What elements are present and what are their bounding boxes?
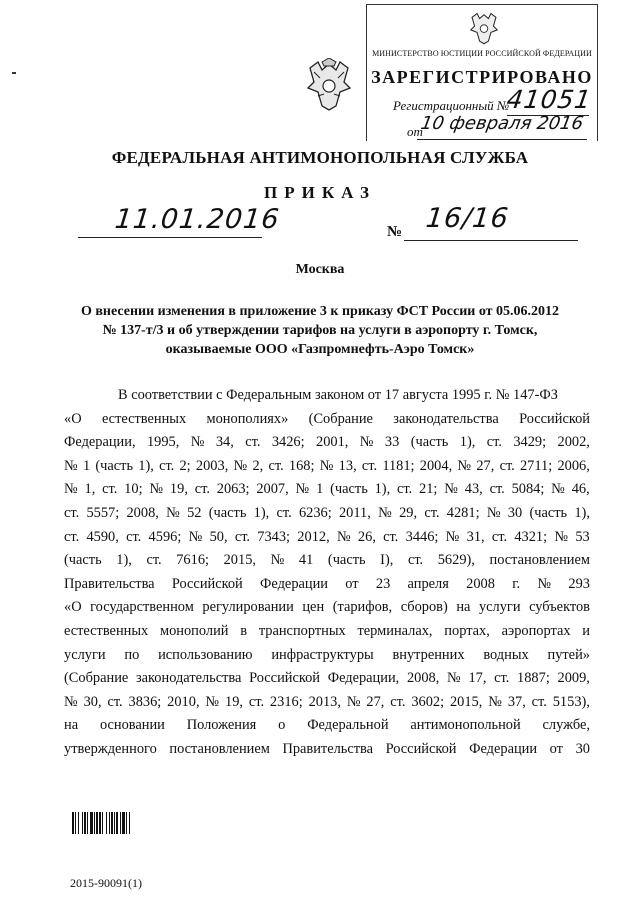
body-word: «О xyxy=(64,599,82,616)
body-word: от xyxy=(367,387,385,403)
body-word: постановлением xyxy=(489,552,590,569)
body-word: законодательства xyxy=(135,670,242,687)
body-word: по xyxy=(124,646,140,663)
stamp-registered-text: ЗАРЕГИСТРИРОВАНО xyxy=(371,67,593,87)
body-word: 37, xyxy=(507,693,526,710)
body-word: 43, xyxy=(464,481,483,498)
body-word: 17 xyxy=(384,387,403,403)
body-word: ст. xyxy=(489,481,505,498)
body-word: аэропортах xyxy=(501,622,571,639)
body-word: № xyxy=(346,693,361,710)
body-word: 1181; xyxy=(382,457,415,474)
state-emblem-icon xyxy=(304,58,354,112)
body-line xyxy=(64,667,590,691)
body-word: с xyxy=(216,387,227,403)
body-word: 34, xyxy=(215,434,234,451)
body-word: регулировании xyxy=(202,599,294,616)
body-word: ст. xyxy=(491,528,508,545)
body-word: 2015, xyxy=(449,693,483,710)
body-word: ст. xyxy=(424,504,440,521)
body-line xyxy=(64,502,590,526)
body-word: 21; xyxy=(419,481,438,498)
body-word: 27, xyxy=(366,693,385,710)
body-line xyxy=(64,478,590,502)
body-word: ст. xyxy=(146,552,162,569)
body-word: ст. xyxy=(276,504,292,521)
body-word: 1), xyxy=(459,434,476,451)
body-word: Правительства xyxy=(64,575,155,592)
body-word: Федерации, xyxy=(327,670,400,687)
body-word: 2007, xyxy=(256,481,289,498)
body-word: на xyxy=(64,717,79,734)
body-word: 29, xyxy=(399,504,418,521)
body-word: использованию xyxy=(158,646,253,663)
body-word: Федерации xyxy=(260,575,329,592)
body-word: № xyxy=(444,481,458,498)
body-word: (тарифов, xyxy=(332,599,393,616)
body-word: монополиях» xyxy=(206,410,289,427)
body-word: монополий xyxy=(159,622,229,639)
body-word: 19, xyxy=(225,693,243,710)
body-word: 6236; xyxy=(298,504,332,521)
body-word: услуги xyxy=(478,599,521,616)
body-word: 147-ФЗ xyxy=(513,387,558,403)
body-word: 53 xyxy=(575,528,590,545)
body-word: 31, xyxy=(466,528,485,545)
body-line xyxy=(64,596,590,620)
barcode-bar xyxy=(126,812,127,834)
body-word: № xyxy=(551,481,565,498)
body-word: 1 xyxy=(316,481,324,498)
body-word: и xyxy=(582,622,590,639)
body-word: ст. xyxy=(494,670,510,687)
body-line xyxy=(64,714,590,738)
body-word: Федерации xyxy=(469,740,538,757)
body-word: законодательства xyxy=(393,410,499,427)
body-word: 1 xyxy=(82,457,91,474)
body-word: Правительства xyxy=(282,740,373,757)
body-word: № xyxy=(233,457,248,474)
barcode-bar xyxy=(82,812,83,834)
body-word: ст. xyxy=(268,457,284,474)
body-word: Федеральным xyxy=(226,387,315,403)
body-line xyxy=(64,620,590,644)
body-word: № xyxy=(359,434,374,451)
registration-stamp xyxy=(366,4,598,141)
body-word: (Собрание xyxy=(308,410,373,427)
body-word: постановлением xyxy=(169,740,270,757)
agency-name: ФЕДЕРАЛЬНАЯ АНТИМОНОПОЛЬНАЯ СЛУЖБА xyxy=(111,148,529,167)
body-word: 41 xyxy=(298,552,314,569)
body-word: 2008 xyxy=(466,575,495,592)
body-word: транспортных xyxy=(258,622,346,639)
body-word: 2004, xyxy=(419,457,453,474)
body-word: (Собрание xyxy=(64,670,129,687)
body-word: 5153), xyxy=(552,693,590,710)
stamp-emblem-icon xyxy=(467,11,501,45)
body-word: ст. xyxy=(390,693,406,710)
body-word: портах, xyxy=(444,622,490,639)
body-word: 46, xyxy=(571,481,590,498)
body-text xyxy=(64,384,590,762)
city-name: Москва xyxy=(295,262,345,277)
scan-speck xyxy=(12,72,16,74)
order-heading: ПРИКАЗ xyxy=(264,183,376,202)
body-word: № xyxy=(64,693,78,710)
body-word: (часть xyxy=(327,552,366,569)
body-word: от xyxy=(345,575,359,592)
body-word: № xyxy=(488,693,502,710)
body-word: 5084; xyxy=(511,481,545,498)
barcode-bar xyxy=(94,812,95,834)
body-word: 1995 xyxy=(451,387,485,403)
body-word: внутренних xyxy=(392,646,465,663)
body-word: № xyxy=(495,387,514,403)
body-line xyxy=(64,644,590,668)
body-word: Российской xyxy=(171,575,243,592)
date-underline xyxy=(78,237,262,238)
body-line xyxy=(64,384,590,408)
barcode-bar xyxy=(122,812,125,834)
body-word: ст. xyxy=(245,434,261,451)
body-word: 2316; xyxy=(269,693,303,710)
barcode-bar xyxy=(106,812,107,834)
stamp-date-line xyxy=(417,139,587,140)
body-word: 4281; xyxy=(446,504,480,521)
body-word: 13, xyxy=(338,457,357,474)
barcode-bar xyxy=(87,812,88,834)
body-word: № xyxy=(378,504,392,521)
body-word: 23 xyxy=(375,575,391,592)
body-word: 2015, xyxy=(223,552,256,569)
body-line xyxy=(64,526,590,550)
body-word: 3836; xyxy=(128,693,162,710)
body-word: 3446; xyxy=(405,528,439,545)
body-word: 52 xyxy=(187,504,202,521)
body-word: 2009, xyxy=(557,670,590,687)
body-word: 33 xyxy=(384,434,400,451)
body-word: законом xyxy=(314,387,368,403)
body-word: (часть xyxy=(330,481,368,498)
stamp-date-value: 10 февраля 2016 xyxy=(419,113,585,134)
body-word: г. xyxy=(484,387,496,403)
body-word: естественных xyxy=(64,622,149,639)
barcode-bar xyxy=(72,812,74,834)
body-line xyxy=(64,408,590,432)
body-word: 10; xyxy=(124,481,143,498)
body-word: № xyxy=(447,670,461,687)
body-word: сборов) xyxy=(400,599,448,616)
body-word: 1), xyxy=(374,481,391,498)
barcode-bar xyxy=(90,812,93,834)
body-word: № xyxy=(166,504,180,521)
body-word: № xyxy=(457,457,472,474)
body-word: ст. xyxy=(486,434,502,451)
barcode-bar xyxy=(96,812,98,834)
order-number: 16/16 xyxy=(424,203,511,234)
body-word: Российской xyxy=(385,740,457,757)
title-line: № 137-т/3 и об утверждении тарифов на услуги в аэропорту г. Томск, xyxy=(102,323,538,338)
body-word: 27, xyxy=(476,457,495,474)
body-word: (часть xyxy=(64,552,102,569)
body-word: 2008, xyxy=(406,670,440,687)
body-word: Положения xyxy=(186,717,257,734)
body-word: 2008, xyxy=(126,504,159,521)
barcode-bar xyxy=(129,812,130,834)
body-word: (часть xyxy=(410,434,449,451)
body-word: ст. xyxy=(396,481,413,498)
body-word: ст. xyxy=(383,528,399,545)
body-word: ст. xyxy=(361,457,378,474)
body-word: на xyxy=(456,599,471,616)
body-word: от xyxy=(549,740,563,757)
body-word: 1, xyxy=(84,481,96,498)
barcode-bar xyxy=(120,812,121,834)
body-word: службе, xyxy=(542,717,590,734)
body-word: 4590, xyxy=(86,528,119,545)
barcode-bar xyxy=(111,812,113,834)
body-word: (часть xyxy=(95,457,134,474)
barcode-bar xyxy=(78,812,79,834)
barcode-bar xyxy=(114,812,115,834)
body-line xyxy=(64,455,590,479)
body-word: государственном xyxy=(90,599,194,616)
body-line xyxy=(64,738,590,762)
body-word: 293 xyxy=(568,575,590,592)
stamp-ministry-text: МИНИСТЕРСТВО ЮСТИЦИИ РОССИЙСКОЙ ФЕДЕРАЦИИ xyxy=(372,49,592,58)
body-word: 1), xyxy=(138,457,154,474)
body-word: путей» xyxy=(547,646,590,663)
body-word: 4321; xyxy=(514,528,548,545)
body-word: соответствии xyxy=(131,387,217,403)
body-word: терминалах, xyxy=(357,622,433,639)
order-date: 11.01.2016 xyxy=(113,204,282,235)
body-word: «О xyxy=(64,410,82,427)
body-word: 2001, xyxy=(316,434,349,451)
body-word: ст. xyxy=(248,693,265,710)
body-word: в xyxy=(240,622,248,639)
body-word: № xyxy=(188,528,203,545)
body-word: № xyxy=(554,528,569,545)
body-word: 2010, xyxy=(167,693,200,710)
body-word: 7616; xyxy=(176,552,210,569)
body-word: 2002, xyxy=(557,434,590,451)
body-word: ст. xyxy=(159,457,175,474)
body-line xyxy=(64,549,590,573)
body-word: услуги xyxy=(64,646,106,663)
body-word: 5629), xyxy=(437,552,475,569)
body-word: № xyxy=(336,528,351,545)
body-word: ст. xyxy=(64,528,80,545)
body-word: № xyxy=(319,457,334,474)
body-line xyxy=(64,691,590,715)
body-word: Федеральной xyxy=(307,717,389,734)
title-line: оказываемые ООО «Газпромнефть-Аэро Томск» xyxy=(165,342,475,357)
body-word: № xyxy=(149,481,164,498)
barcode-bar xyxy=(102,812,103,834)
body-word: Российской xyxy=(249,670,321,687)
body-word: 17, xyxy=(468,670,487,687)
body-word: ст. xyxy=(107,693,123,710)
body-word: ст. xyxy=(194,481,210,498)
body-word: 1), xyxy=(574,504,590,521)
stamp-reg-number: 41051 xyxy=(504,85,594,114)
body-word: 26, xyxy=(357,528,376,545)
body-word: 50, xyxy=(209,528,228,545)
stamp-date-label: от xyxy=(407,124,423,139)
document-title xyxy=(50,302,590,359)
body-word: 168; xyxy=(288,457,315,474)
body-word: 2012, xyxy=(297,528,330,545)
body-word: апреля xyxy=(407,575,449,592)
body-word: 1995, xyxy=(146,434,180,451)
body-word: № xyxy=(190,434,205,451)
body-word: № xyxy=(270,552,285,569)
body-word: 1), xyxy=(116,552,132,569)
body-word: ст. xyxy=(531,693,547,710)
body-word: 30, xyxy=(83,693,102,710)
body-word: 4596; xyxy=(148,528,182,545)
stamp-reg-label: Регистрационный № xyxy=(393,98,510,113)
body-word: Федерации, xyxy=(64,434,136,451)
body-word: № xyxy=(295,481,310,498)
barcode-bar xyxy=(109,812,110,834)
barcode-bar xyxy=(84,812,86,834)
body-word: № xyxy=(445,528,460,545)
barcode-bar xyxy=(116,812,118,834)
number-sign: № xyxy=(387,224,403,240)
body-word: № xyxy=(486,504,501,521)
body-word: (часть xyxy=(529,504,568,521)
body-word: I), xyxy=(380,552,394,569)
body-word: № xyxy=(64,457,78,474)
body-word: 2711; xyxy=(519,457,553,474)
body-word: ст. xyxy=(407,552,424,569)
body-word: 2063; xyxy=(216,481,250,498)
barcode xyxy=(72,812,166,834)
body-word: 2013, xyxy=(308,693,341,710)
body-word: г. xyxy=(512,575,521,592)
body-word: 2011, xyxy=(338,504,371,521)
body-word: № xyxy=(537,575,552,592)
body-word: августа xyxy=(402,387,452,403)
body-line xyxy=(64,431,590,455)
body-word: 30 xyxy=(575,740,590,757)
body-word: 30 xyxy=(507,504,523,521)
body-word: 2, xyxy=(252,457,264,474)
body-word: № xyxy=(64,481,78,498)
body-word: естественных xyxy=(101,410,187,427)
body-word: 2006, xyxy=(557,457,590,474)
body-word: ст. xyxy=(234,528,251,545)
body-word: 19, xyxy=(169,481,188,498)
body-word: 1), xyxy=(253,504,270,521)
body-word: Российской xyxy=(519,410,590,427)
body-word: 2003, xyxy=(195,457,229,474)
body-word: 3429; xyxy=(513,434,547,451)
body-word: № xyxy=(205,693,220,710)
body-word: (часть xyxy=(208,504,247,521)
body-word: инфраструктуры xyxy=(271,646,374,663)
body-word: ст. xyxy=(126,528,142,545)
body-word: 1887; xyxy=(517,670,550,687)
body-line xyxy=(64,573,590,597)
body-word: 7343; xyxy=(257,528,291,545)
body-word: водных xyxy=(483,646,529,663)
body-word: ст. xyxy=(499,457,515,474)
body-word: утвержденного xyxy=(64,740,157,757)
body-word: 3426; xyxy=(271,434,305,451)
title-line: О внесении изменения в приложение 3 к приказу ФСТ России от 05.06.2012 xyxy=(80,304,560,319)
body-word: основании xyxy=(99,717,165,734)
body-word: цен xyxy=(302,599,325,616)
barcode-bar xyxy=(75,812,76,834)
body-word: ст. xyxy=(64,504,80,521)
body-word: 2; xyxy=(179,457,191,474)
body-word: 5557; xyxy=(86,504,120,521)
number-underline xyxy=(404,240,578,241)
body-word: субъектов xyxy=(529,599,590,616)
body-word: 3602; xyxy=(411,693,445,710)
body-word: ст. xyxy=(102,481,118,498)
document-code: 2015-90091(1) xyxy=(70,876,142,890)
body-word: о xyxy=(278,717,286,734)
body-word: В xyxy=(118,387,132,403)
body-word: антимонопольной xyxy=(410,717,521,734)
barcode-bar xyxy=(99,812,101,834)
